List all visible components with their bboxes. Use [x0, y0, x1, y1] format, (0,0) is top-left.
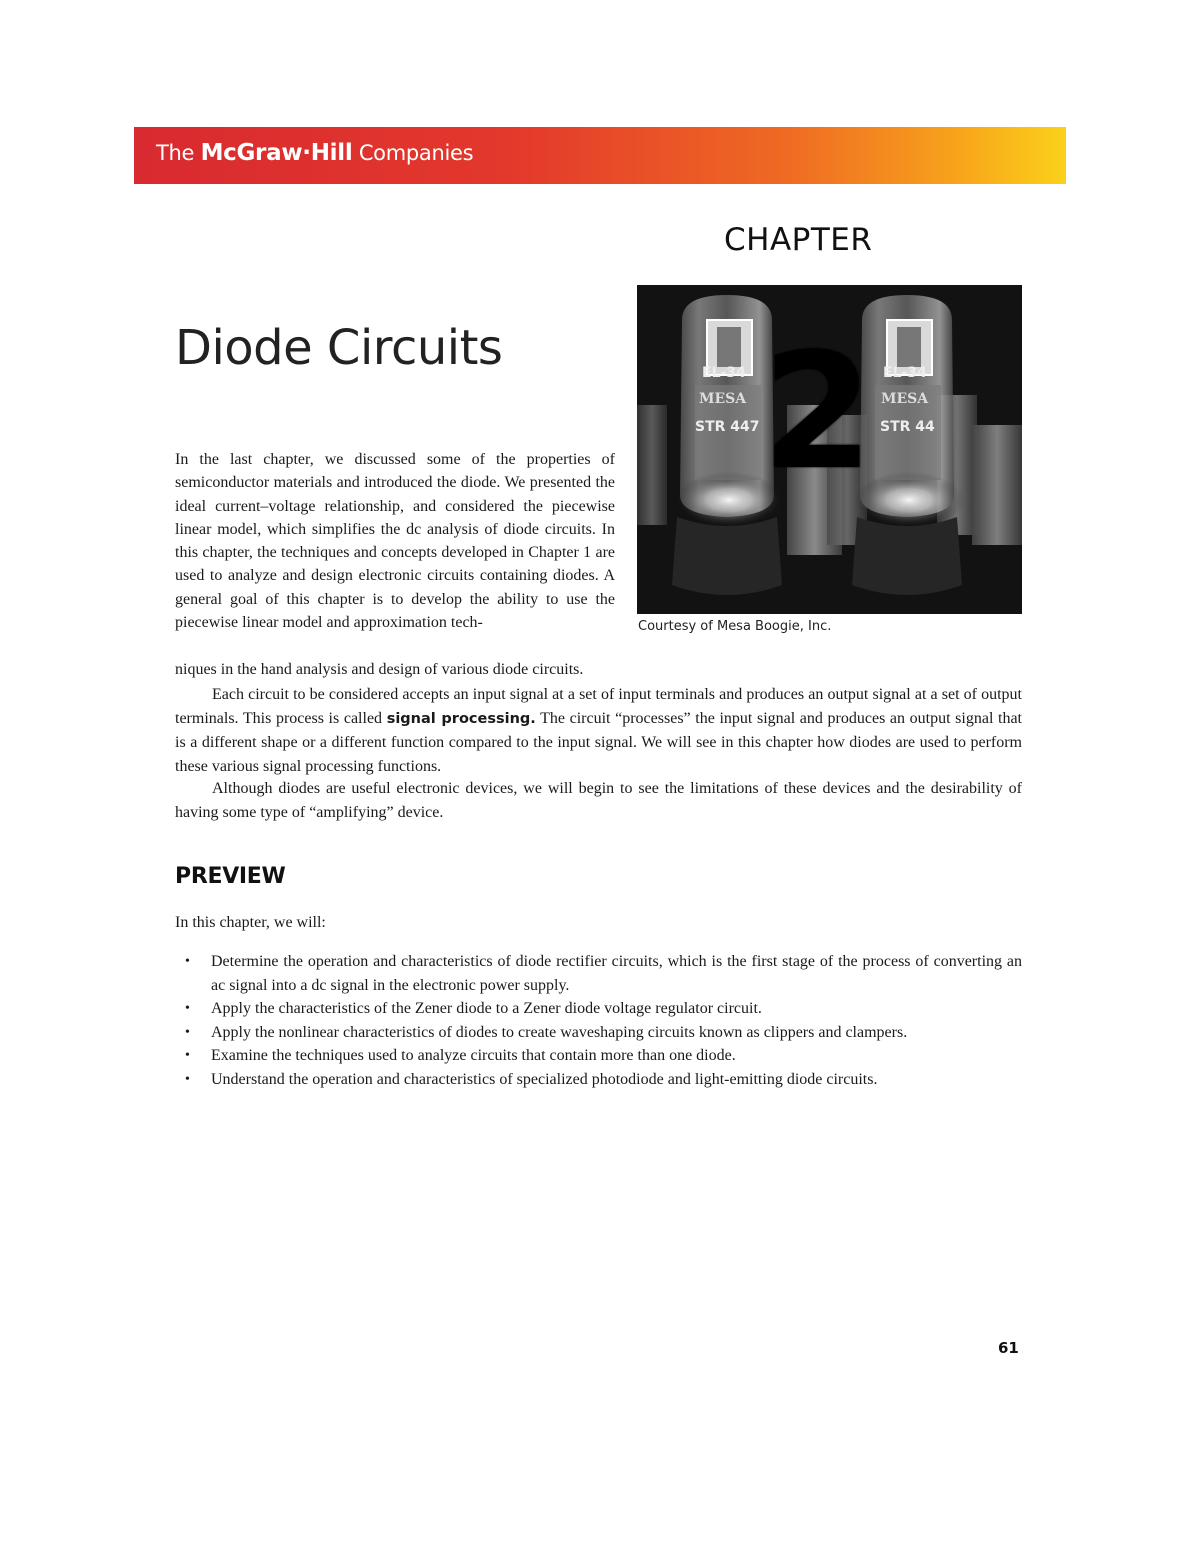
publisher-the: The — [156, 141, 195, 165]
key-term: signal processing. — [386, 710, 536, 727]
chapter-number: 2 — [762, 318, 870, 505]
list-item-text: Understand the operation and characteristics of specialized photodiode and light-emitting diode circuits. — [211, 1070, 878, 1088]
tube-label: STR 44 — [880, 419, 935, 435]
bullet-icon: • — [185, 1071, 190, 1087]
list-item — [175, 1068, 1022, 1092]
signal-processing-paragraph — [175, 683, 1022, 778]
bullet-icon: • — [185, 1048, 190, 1063]
publisher-companies: Companies — [358, 141, 474, 165]
tube-label: EL-34 — [702, 365, 746, 381]
list-item-text: Apply the characteristics of the Zener diode to a Zener diode voltage regulator circuit. — [211, 1000, 762, 1017]
amplifying-paragraph: Although diodes are useful electronic devices, we will begin to see the limitations of these devices and the desirability of having some type of “amplifying” device. — [175, 780, 1022, 821]
photo-caption: Courtesy of Mesa Boogie, Inc. — [638, 619, 832, 634]
paragraph-text: The circuit “processes” the input signal and produces an output signal that is a different shape or a different function compared to the input signal. We will see in this chapter how diodes are used to perform these various signal processing functions. — [175, 709, 1023, 775]
tube-label: MESA — [699, 391, 747, 407]
bullet-icon: • — [185, 1001, 190, 1016]
list-item — [175, 997, 1022, 1021]
list-item — [175, 1021, 1022, 1045]
list-item — [175, 950, 1022, 997]
preview-lead: In this chapter, we will: — [175, 914, 326, 931]
preview-list — [175, 950, 1022, 1091]
page-number: 61 — [998, 1339, 1019, 1357]
list-item-text: Determine the operation and characteristics of diode rectifier circuits, which is the first stage of the process of converting an ac signal into a dc signal in the electronic power supply. — [211, 953, 1022, 994]
chapter-title: Diode Circuits — [175, 320, 503, 376]
list-item — [175, 1044, 1022, 1068]
preview-heading: PREVIEW — [175, 864, 286, 889]
intro-paragraph: In the last chapter, we discussed some of the properties of semiconductor materials and introduced the diode. We presented the ideal current–voltage relationship, and considered the piecewise linear model, which simplifies the dc analysis of diode circuits. In this chapter, the techniques and concepts developed in Chapter 1 are used to analyze and design electronic circuits containing diodes. A general goal of this chapter is to develop the ability to use the piecewise linear model and approximation tech- — [175, 451, 615, 632]
list-item-text: Apply the nonlinear characteristics of diodes to create waveshaping circuits known as clippers and clampers. — [211, 1023, 908, 1041]
tube-label: STR 447 — [695, 419, 760, 435]
bullet-icon: • — [185, 954, 190, 969]
publisher-logo — [156, 140, 473, 166]
chapter-label: CHAPTER — [724, 222, 873, 258]
intro-paragraph-end: niques in the hand analysis and design of various diode circuits. — [175, 661, 584, 678]
publisher-banner — [134, 127, 1066, 184]
paragraph-text: Each circuit to be considered accepts an input signal at a set of input terminals and produces an output signal at a set of output terminals. This process is called — [175, 686, 1022, 727]
tube-label: MESA — [881, 391, 929, 407]
tube-label: EL-34 — [883, 365, 927, 381]
publisher-name: McGraw·Hill — [200, 140, 353, 166]
list-item-text: Examine the techniques used to analyze circuits that contain more than one diode. — [211, 1047, 736, 1064]
bullet-icon: • — [185, 1024, 190, 1040]
